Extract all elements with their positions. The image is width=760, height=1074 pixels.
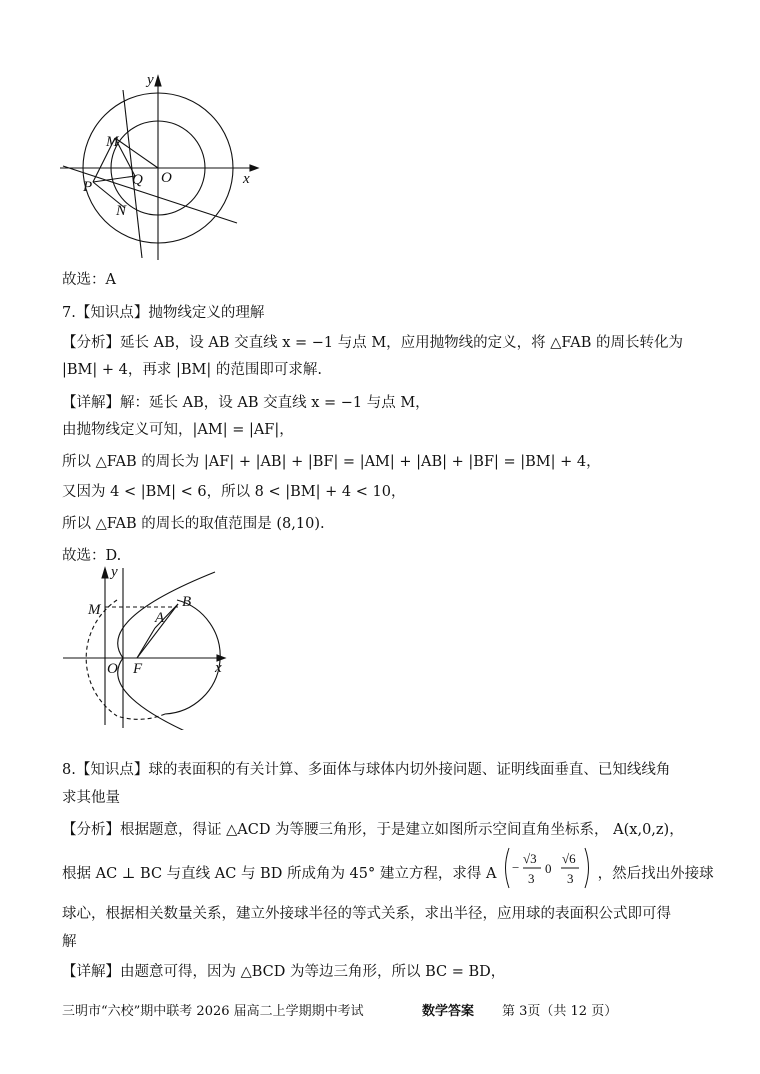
figure-parabola	[55, 560, 245, 730]
fig2-label-m: M	[88, 602, 101, 618]
knowledge-7: 7.【知识点】抛物线定义的理解	[62, 305, 265, 321]
answer-7: 故选：D.	[62, 548, 122, 564]
formula-sqrt6: √6	[562, 851, 576, 866]
figure-circles	[55, 68, 265, 268]
fig1-label-n: N	[116, 203, 127, 219]
detail-7-l3: 所以 △FAB 的周长为 |AF| + |AB| + |BF| = |AM| + |AB| + |BF| = |BM| + 4，	[62, 454, 601, 470]
analysis-8-l2-start: 根据 AC ⊥ BC 与直线 AC 与 BD 所成角为 45° 建立方程，求得 A	[62, 866, 497, 882]
knowledge-8: 8.【知识点】球的表面积的有关计算、多面体与球体内切外接问题、证明线面垂直、已知线线角	[62, 762, 671, 778]
fig1-label-x: x	[243, 171, 250, 187]
answer-6: 故选：A	[62, 272, 116, 288]
detail-7-l4: 又因为 4 < |BM| < 6，所以 8 < |BM| + 4 < 10，	[62, 484, 406, 500]
knowledge-8-cont: 求其他量	[62, 790, 120, 806]
detail-8: 【详解】由题意可得，因为 △BCD 为等边三角形，所以 BC = BD，	[62, 964, 506, 980]
footer-page-number: 第 3页（共 12 页）	[502, 1004, 618, 1019]
formula-zero: 0	[545, 861, 552, 876]
fig2-label-b: B	[182, 594, 192, 610]
fig2-label-x: x	[215, 660, 222, 676]
analysis-8-l2	[62, 851, 714, 890]
fig2-label-a: A	[155, 610, 165, 626]
analysis-7: 【分析】延长 AB，设 AB 交直线 x = −1 与点 M，应用抛物线的定义，将 △FAB 的周长转化为	[62, 335, 683, 351]
fig2-label-y: y	[111, 564, 118, 580]
formula-denominator-2: 3	[567, 871, 574, 886]
detail-7-l2: 由抛物线定义可知，|AM| = |AF|，	[62, 422, 294, 438]
detail-7-l5: 所以 △FAB 的周长的取值范围是 (8,10).	[62, 516, 325, 532]
footer-exam-name: 三明市“六校”期中联考 2026 届高二上学期期中考试	[62, 1004, 364, 1019]
analysis-8-l2-end: ，然后找出外接球	[597, 866, 714, 882]
formula-point-a	[501, 846, 593, 890]
fig1-label-y: y	[147, 72, 154, 88]
formula-sqrt3: √3	[523, 851, 537, 866]
fig1-label-q: Q	[132, 172, 143, 188]
analysis-8: 【分析】根据题意，得证 △ACD 为等腰三角形，于是建立如图所示空间直角坐标系， A(x,0,z)，	[62, 822, 684, 838]
analysis-8-l3: 球心，根据相关数量关系，建立外接球半径的等式关系，求出半径，应用球的表面积公式即可得	[62, 906, 671, 922]
analysis-8-l4: 解	[62, 934, 77, 950]
formula-denominator-1: 3	[528, 871, 535, 886]
fig1-label-o: O	[161, 170, 172, 186]
fig1-label-m: M	[106, 134, 119, 150]
formula-minus: −	[512, 860, 520, 875]
detail-7: 【详解】解：延长 AB，设 AB 交直线 x = −1 与点 M，	[62, 395, 430, 411]
fig2-label-f: F	[133, 661, 143, 677]
fig1-label-p: P	[83, 179, 93, 195]
analysis-7-cont: |BM| + 4，再求 |BM| 的范围即可求解.	[62, 362, 322, 378]
footer-doc-type: 数学答案	[422, 1004, 475, 1019]
fig2-label-o: O	[107, 661, 118, 677]
